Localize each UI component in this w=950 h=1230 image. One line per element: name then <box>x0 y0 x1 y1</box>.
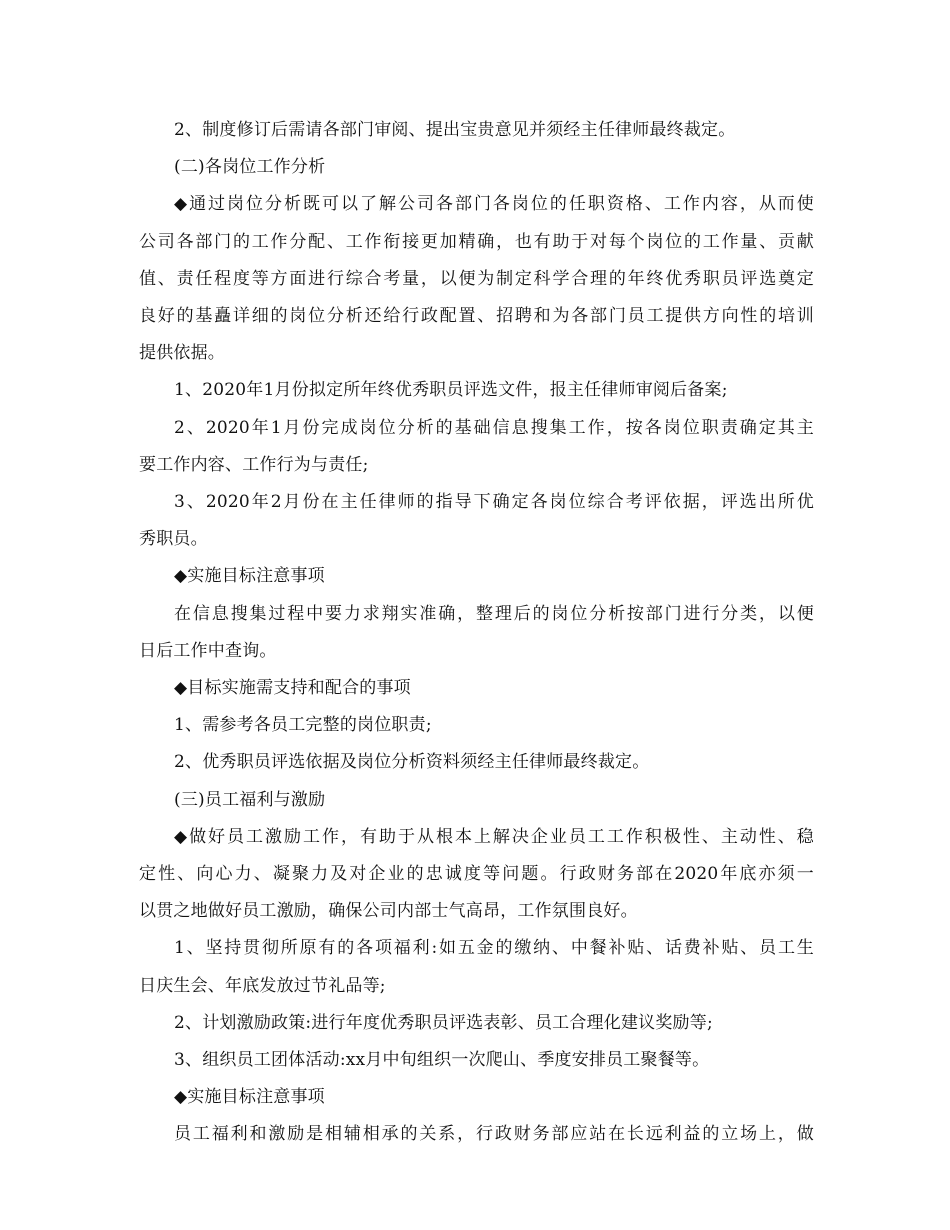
text-line: 1、需参考各员工完整的岗位职责; <box>174 715 432 736</box>
text-line: ◆做好员工激励工作，有助于从根本上解决企业员工工作积极性、主动性、稳 <box>174 826 814 847</box>
text-line: 3、组织员工团体活动:xx月中旬组织一次爬山、季度安排员工聚餐等。 <box>174 1050 710 1071</box>
text-line: ◆通过岗位分析既可以了解公司各部门各岗位的任职资格、工作内容，从而使 <box>174 194 814 215</box>
text-line: 1、2020年1月份拟定所年终优秀职员评选文件，报主任律师审阅后备案; <box>174 380 728 401</box>
text-line: 日庆生会、年底发放过节礼品等; <box>139 975 386 996</box>
text-line: 2、优秀职员评选依据及岗位分析资料须经主任律师最终裁定。 <box>174 752 650 773</box>
text-line: 日后工作中查询。 <box>139 640 277 661</box>
text-line: 以贯之地做好员工激励，确保公司内部士气高昂，工作氛围良好。 <box>139 901 638 922</box>
text-line: 2、制度修订后需请各部门审阅、提出宝贵意见并须经主任律师最终裁定。 <box>174 120 736 140</box>
text-line: 定性、向心力、凝聚力及对企业的忠诚度等问题。行政财务部在2020年底亦须一 <box>139 864 814 885</box>
document-page <box>139 112 814 1154</box>
text-line: 值、责任程度等方面进行综合考量，以便为制定科学合理的年终优秀职员评选奠定 <box>139 268 814 289</box>
text-line: 要工作内容、工作行为与责任; <box>139 454 369 475</box>
text-line: 在信息搜集过程中要力求翔实准确，整理后的岗位分析按部门进行分类，以便 <box>174 603 814 624</box>
text-line: 公司各部门的工作分配、工作衔接更加精确，也有助于对每个岗位的工作量、贡献 <box>139 231 814 252</box>
text-line: 3、2020年2月份在主任律师的指导下确定各岗位综合考评依据，评选出所优 <box>174 492 814 513</box>
text-line: 提供依据。 <box>139 343 225 364</box>
text-line: 员工福利和激励是相辅相承的关系，行政财务部应站在长远利益的立场上，做 <box>174 1124 814 1145</box>
text-line: 良好的基矗详细的岗位分析还给行政配置、招聘和为各部门员工提供方向性的培训 <box>139 306 814 327</box>
text-line: 2、2020年1月份完成岗位分析的基础信息搜集工作，按各岗位职责确定其主 <box>174 417 814 438</box>
text-line: ◆目标实施需支持和配合的事项 <box>174 678 411 699</box>
text-line: (三)员工福利与激励 <box>174 789 326 810</box>
text-line: ◆实施目标注意事项 <box>174 1087 325 1108</box>
text-line: (二)各岗位工作分析 <box>174 157 326 178</box>
text-line: 秀职员。 <box>139 529 208 550</box>
text-line: 1、坚持贯彻所原有的各项福利:如五金的缴纳、中餐补贴、话费补贴、员工生 <box>174 938 814 959</box>
text-line: 2、计划激励政策:进行年度优秀职员评选表彰、员工合理化建议奖励等; <box>174 1012 713 1033</box>
text-line: ◆实施目标注意事项 <box>174 566 325 587</box>
